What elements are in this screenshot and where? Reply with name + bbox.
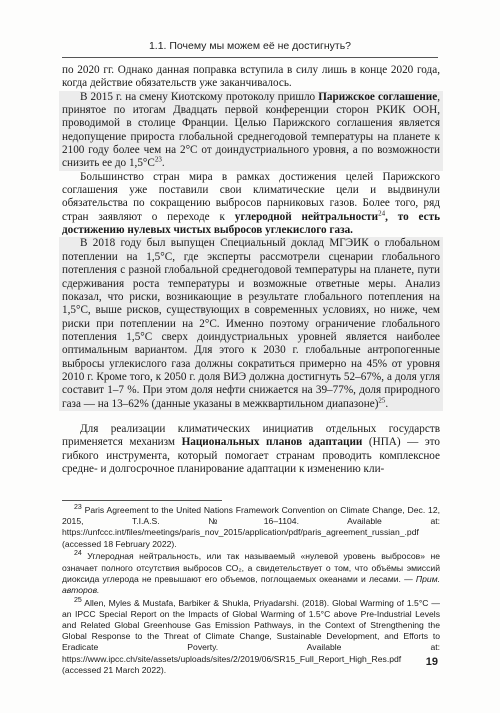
paragraph-text: В 2015 г. на смену Киотскому протоколу пришло xyxy=(80,90,319,103)
footnote-divider xyxy=(62,500,222,501)
footnote-text: Углеродная нейтральность, или так называемый «нулевой уровень выбросов» не означает полного отсутствия выбросов СО₂, а свидетельствует о том, что объёмы эмиссий диоксида углерода не превышают его объемов, поглощаемых океанами и лесами. — xyxy=(62,551,440,584)
paragraph-text: В 2018 году был выпущен Специальный доклад МГЭИК о глобальном потеплении на 1,5°С, где эксперты рассмотрели сценарии глобального потепления с разной глобальной среднегодовой температуры на планете, пути сдерживания роста температуры и возможные ответные меры. Анализ показал, что риски, возникающие в результате глобального потепления на 1,5°С, выше рисков, существующих в современных условиях, но ниже, чем риски при потеплении на 2°С. Именно поэтому ограничение глобального потепления 1,5°С сверх доиндустриальных уровней является наиболее оптимальным вариантом. Для этого к 2030 г. глобальные антропогенные выбросы углекислого газа должны сократиться примерно на 45% от уровня 2010 г. Кроме того, к 2050 г. доля ВИЭ должна достигнуть 52–67%, а доля угля составит 1–7 %. При этом доля нефти снижается на 39–77%, доля природного газа — на 13–62% (данные указаны в межквартильном диапазоне) xyxy=(62,237,440,410)
header-divider xyxy=(62,57,438,58)
running-header: 1.1. Почему мы можем её не достигнуть? xyxy=(148,40,352,52)
paragraph-ipcc-report xyxy=(62,237,440,410)
footnote-24 xyxy=(62,551,440,596)
paragraph-text: по 2020 гг. Однако данная поправка вступила в силу лишь в конце 2020 года, когда действие обязательств уже заканчивалось. xyxy=(62,64,440,90)
footnote-25 xyxy=(62,598,440,676)
highlighted-block xyxy=(59,91,443,171)
footnote-ref-24[interactable]: 24 xyxy=(378,209,386,218)
footnote-number: 23 xyxy=(74,504,82,512)
footnote-text: Allen, Myles & Mustafa, Barbiker & Shukla, Priyadarshi. (2018). Global Warming of 1.5°C — an IPCC Special Report on the Impacts of Global Warming of 1.5°C above Pre-Industrial Levels and Related Global Greenhouse Gas Emission Pathways, in the Context of Strengthening the Global Response to the Threat of Climate Change, Sustainable Development, and Efforts to Eradicate Poverty. Available at: https://www.ipcc.ch/site/assets/uploads/sites/2/2019/06/SR15_Full_Report_High_Res.pdf (accessed 21 March 2022). xyxy=(62,597,440,675)
paragraph-text: . xyxy=(385,397,389,410)
paragraph-text: , принятое по итогам Двадцать первой конференции сторон РКИК ООН, проводимой в столице Франции. Целью Парижского соглашения является недопущение прироста глобальной среднегодовой температуры на планете к 2100 году более чем на 2°С от доиндустриального уровня, а по возможности снизить ее до 1,5°С xyxy=(62,90,440,170)
paragraph-continuation xyxy=(62,64,440,91)
paragraph-text: (НПА) — это гибкого инструмента, который помогает странам проводить комплексное средне- и долгосрочное планирование адаптации к изменению кли- xyxy=(62,436,440,475)
term-carbon-neutrality: углеродной нейтральности xyxy=(234,210,379,223)
footnotes xyxy=(62,505,440,678)
highlighted-block xyxy=(59,237,443,410)
authors-note: Прим. авторов. xyxy=(62,573,440,595)
footnote-number: 25 xyxy=(74,596,82,604)
footnote-23 xyxy=(62,505,440,550)
term-national-adaptation-plans: Национальных планов адаптации xyxy=(181,436,363,449)
term-net-zero: , то есть достижению нулевых чистых выбросов углекислого газа. xyxy=(62,210,441,237)
main-text xyxy=(62,64,440,476)
footnote-ref-23[interactable]: 23 xyxy=(154,155,162,164)
paragraph-national-adaptation-plans xyxy=(62,423,440,476)
term-paris-agreement: Парижское соглашение xyxy=(318,90,438,103)
paragraph-text: Для реализации климатических инициатив отдельных государств применяется механизм xyxy=(62,422,440,449)
footnote-text: Paris Agreement to the United Nations Framework Convention on Climate Change, Dec. 12, 2015, T.I.A.S. №16–1104. Available at: https://unfccc.int/files/meetings/paris_nov_2015/application/pdf/paris_agreement_russian_.pdf (accessed 18 February 2022). xyxy=(62,505,440,549)
paragraph-text: . xyxy=(161,157,165,170)
page-number: 19 xyxy=(425,656,438,668)
paragraph-paris-agreement xyxy=(62,91,440,171)
paragraph-carbon-neutrality xyxy=(62,171,440,238)
footnote-ref-25[interactable]: 25 xyxy=(378,395,386,404)
footnote-number: 24 xyxy=(74,550,82,558)
paragraph-text: Большинство стран мира в рамках достижения целей Парижского соглашения уже поставили свои климатические цели и выдвинули обязательства по сокращению выбросов парниковых газов. Более того, ряд стран заявляют о переходе к xyxy=(62,170,440,223)
